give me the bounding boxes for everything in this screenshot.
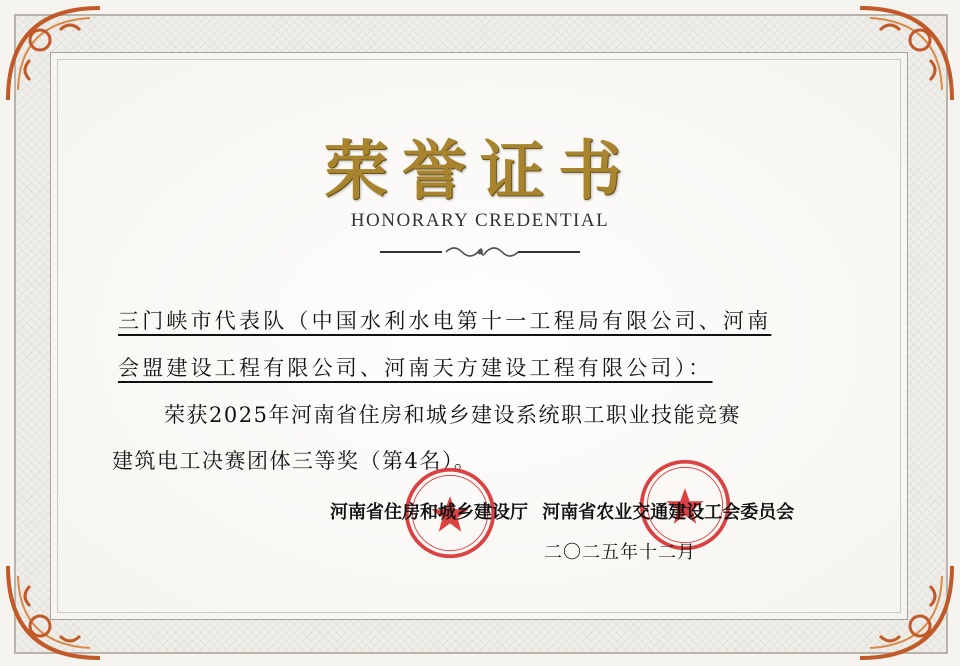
corner-ornament-icon bbox=[850, 0, 960, 110]
certificate-subtitle: HONORARY CREDENTIAL bbox=[350, 210, 610, 231]
issuing-authorities bbox=[330, 498, 870, 524]
corner-ornament-icon bbox=[0, 0, 110, 110]
recipient-line: 会盟建设工程有限公司、河南天方建设工程有限公司）： bbox=[118, 356, 713, 380]
corner-ornament-icon bbox=[0, 556, 110, 666]
issuer-name: 河南省住房和城乡建设厅 bbox=[330, 502, 528, 523]
corner-ornament-icon bbox=[850, 556, 960, 666]
award-line: 荣获2025年河南省住房和城乡建设系统职工职业技能竞赛 bbox=[164, 403, 741, 427]
issuer-name: 河南省农业交通建设工会委员会 bbox=[542, 502, 795, 523]
certificate-title: 荣誉证书 bbox=[324, 134, 636, 209]
divider-ornament-icon bbox=[380, 242, 580, 262]
award-line: 建筑电工决赛团体三等奖（第4名）。 bbox=[112, 449, 477, 473]
issue-date: 二〇二五年十二月 bbox=[544, 542, 696, 563]
recipient-block bbox=[118, 298, 848, 392]
recipient-line: 三门峡市代表队（中国水利水电第十一工程局有限公司、河南 bbox=[118, 309, 772, 333]
